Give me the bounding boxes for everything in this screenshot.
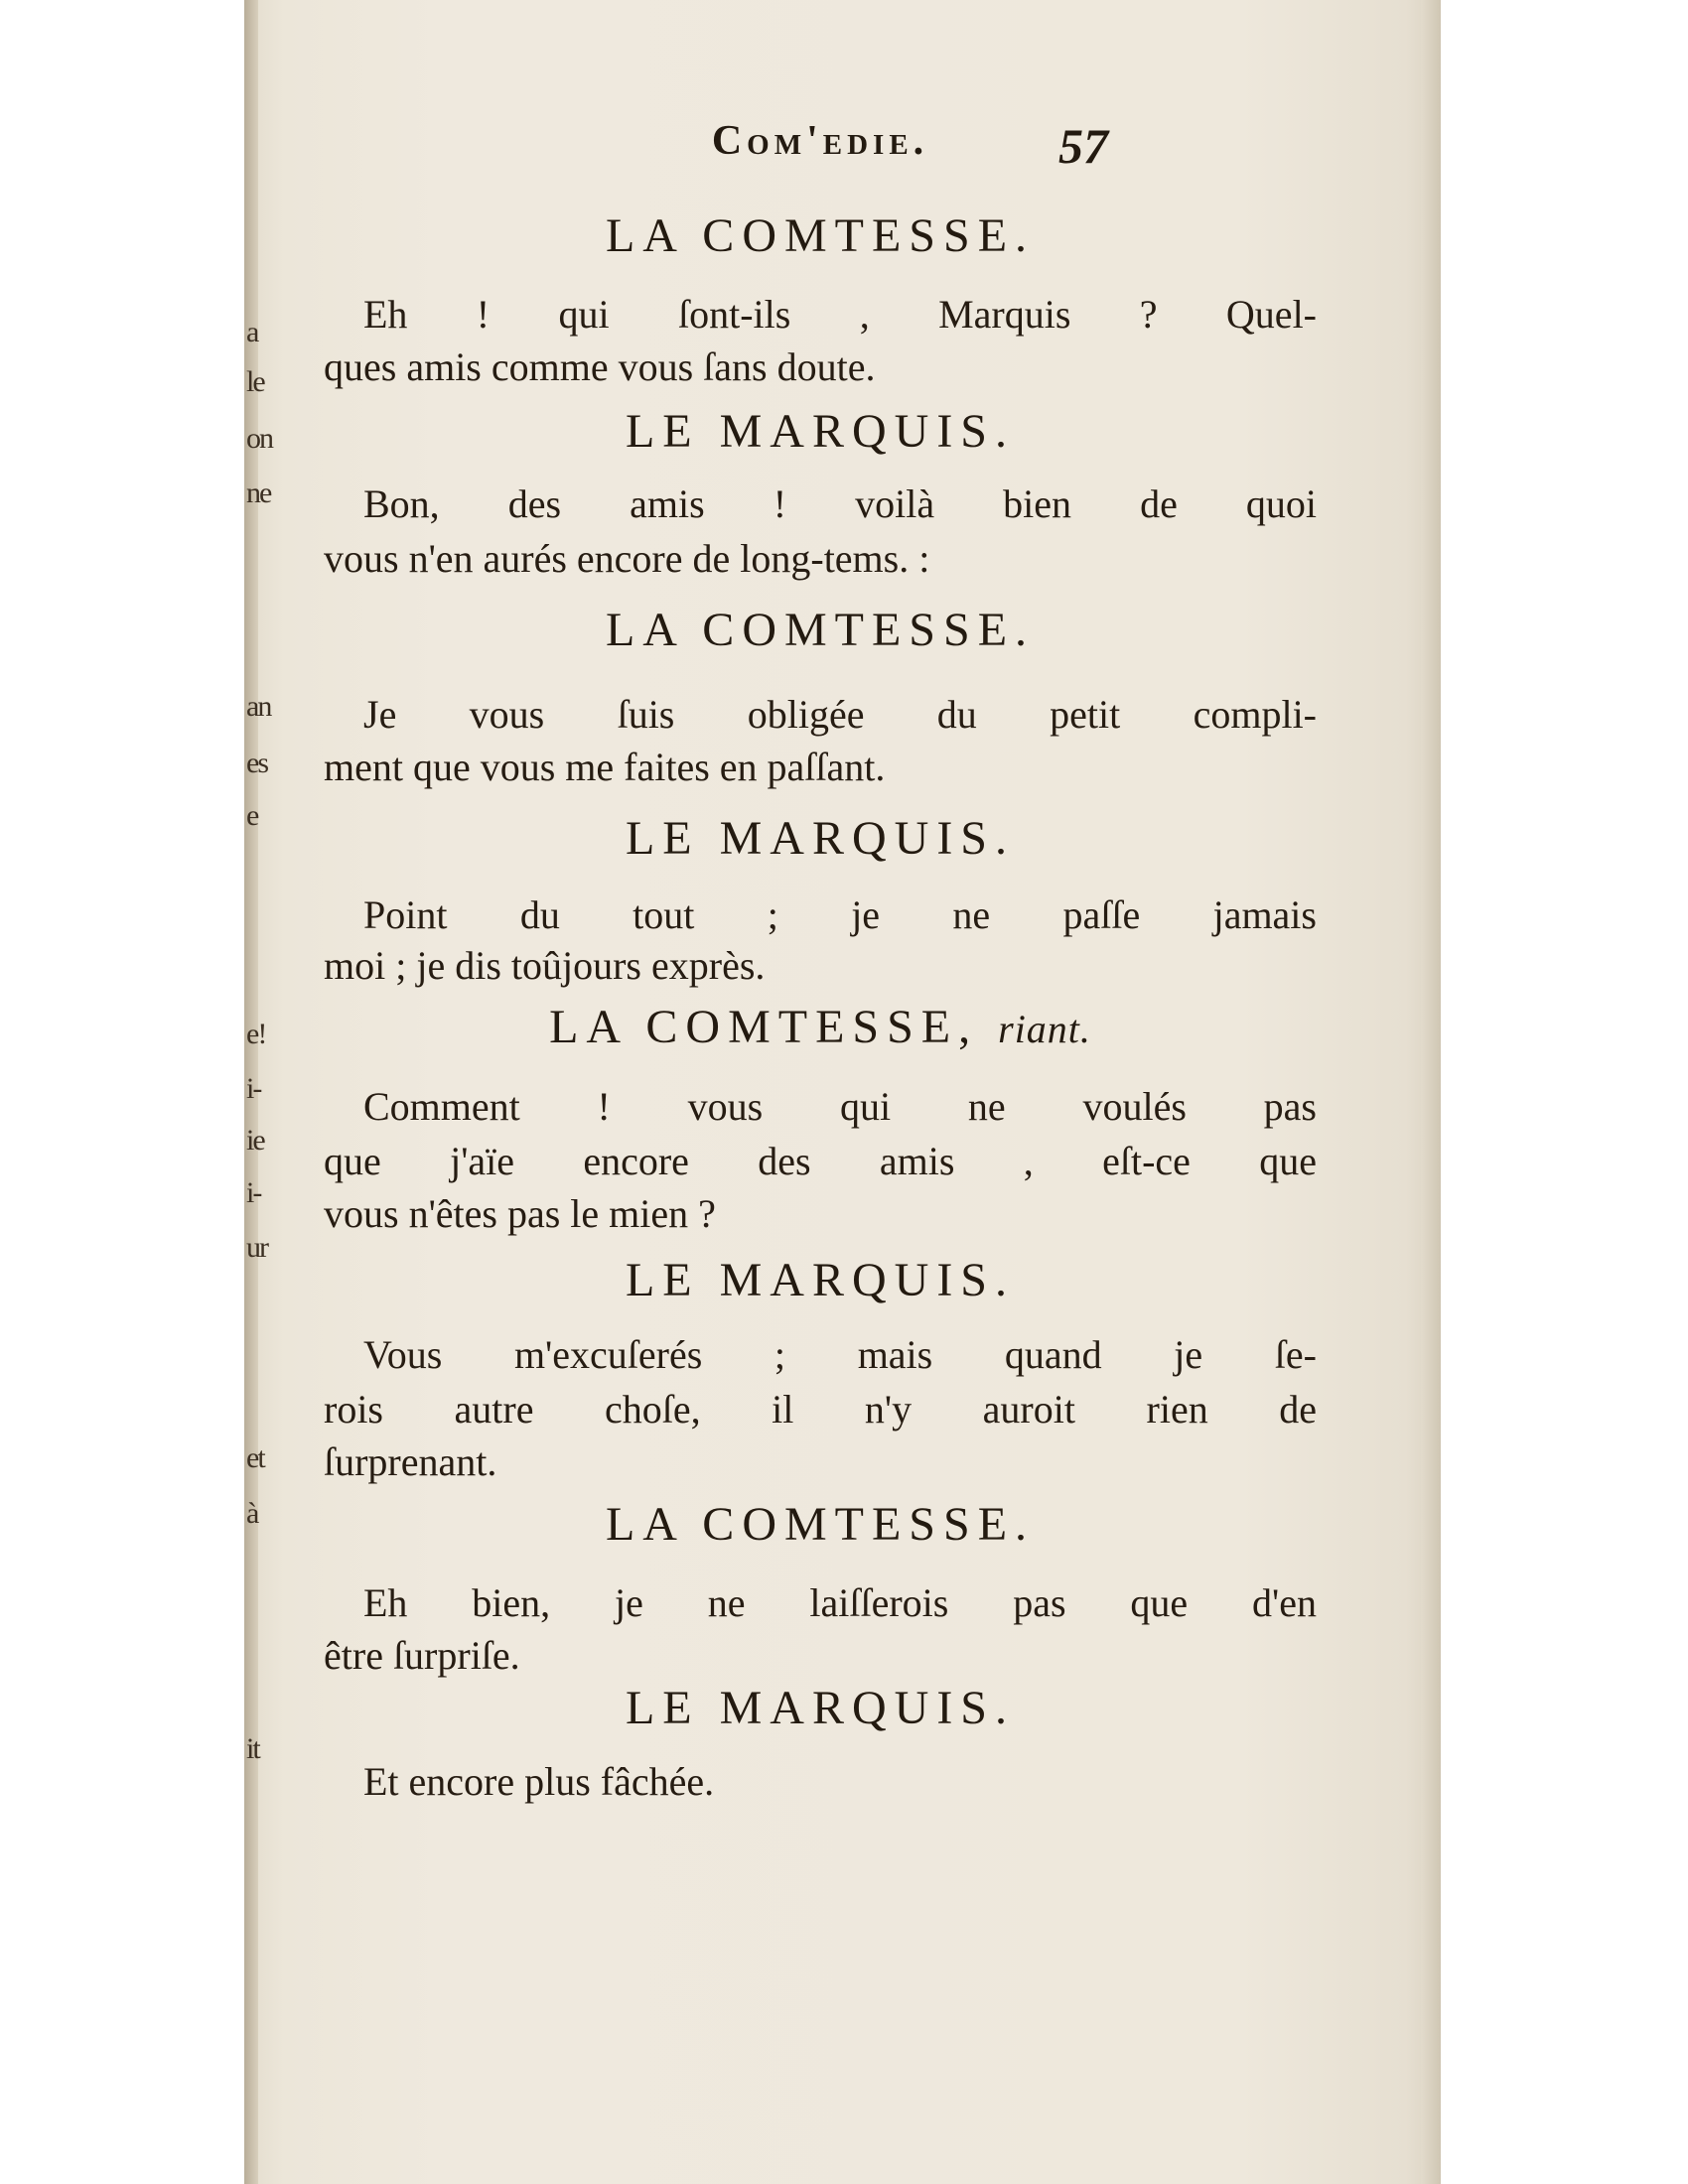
margin-fragment: à [246, 1497, 258, 1530]
speaker-heading: LE MARQUIS. [625, 405, 1015, 458]
speaker-heading: LA COMTESSE. [605, 1498, 1036, 1551]
page-number: 57 [1058, 118, 1108, 174]
margin-fragment: et [246, 1441, 264, 1474]
dialogue-line: Je vous ſuis obligée du petit compli- [363, 692, 1317, 737]
facing-page-fragments [244, 0, 274, 2184]
margin-fragment: ur [246, 1231, 267, 1264]
margin-fragment: le [246, 365, 264, 398]
speaker-heading [324, 1000, 1317, 1054]
running-title: Com'edie. [711, 118, 929, 164]
dialogue-line: Eh bien, je ne laiſſerois pas que d'en [363, 1580, 1317, 1625]
margin-fragment: e [246, 799, 258, 832]
dialogue-line: vous n'en aurés encore de long-tems. : [324, 536, 930, 581]
margin-fragment: ie [246, 1124, 264, 1157]
stage-direction: riant. [998, 1007, 1091, 1051]
dialogue-line: être ſurpriſe. [324, 1633, 520, 1678]
dialogue-line: rois autre choſe, il n'y auroit rien de [324, 1387, 1317, 1432]
speaker-heading: LA COMTESSE. [605, 604, 1036, 656]
margin-fragment: it [246, 1732, 259, 1765]
dialogue-line: Vous m'excuſerés ; mais quand je ſe- [363, 1332, 1317, 1377]
running-head [324, 117, 1376, 177]
dialogue-line: que j'aïe encore des amis , eſt-ce que [324, 1139, 1317, 1183]
dialogue-line: Et encore plus fâchée. [363, 1759, 715, 1804]
margin-fragment: i- [246, 1176, 261, 1209]
margin-fragment: an [246, 690, 271, 723]
speaker-heading: LA COMTESSE. [605, 209, 1036, 262]
margin-fragment: i- [246, 1072, 261, 1105]
margin-fragment: a [246, 316, 258, 348]
page-text [324, 0, 1376, 2184]
speaker-name: LA COMTESSE, [549, 1001, 979, 1053]
dialogue-line: Bon, des amis ! voilà bien de quoi [363, 481, 1317, 526]
dialogue-line: ques amis comme vous ſans doute. [324, 344, 876, 389]
speaker-heading: LE MARQUIS. [625, 812, 1015, 865]
margin-fragment: on [246, 422, 272, 455]
dialogue-line: ment que vous me faites en paſſant. [324, 745, 886, 789]
dialogue-line: Comment ! vous qui ne voulés pas [363, 1084, 1317, 1129]
margin-fragment: ne [246, 477, 271, 509]
book-page [244, 0, 1441, 2184]
dialogue-line: Eh ! qui ſont-ils , Marquis ? Quel- [363, 292, 1317, 337]
speaker-heading: LE MARQUIS. [625, 1682, 1015, 1734]
page-edge [1421, 0, 1441, 2184]
dialogue-line: ſurprenant. [324, 1439, 497, 1484]
dialogue-line: moi ; je dis toûjours exprès. [324, 943, 766, 988]
margin-fragment: e! [246, 1018, 266, 1050]
dialogue-line: vous n'êtes pas le mien ? [324, 1191, 716, 1236]
speaker-heading: LE MARQUIS. [625, 1254, 1015, 1306]
dialogue-line: Point du tout ; je ne paſſe jamais [363, 892, 1317, 937]
margin-fragment: es [246, 747, 267, 779]
